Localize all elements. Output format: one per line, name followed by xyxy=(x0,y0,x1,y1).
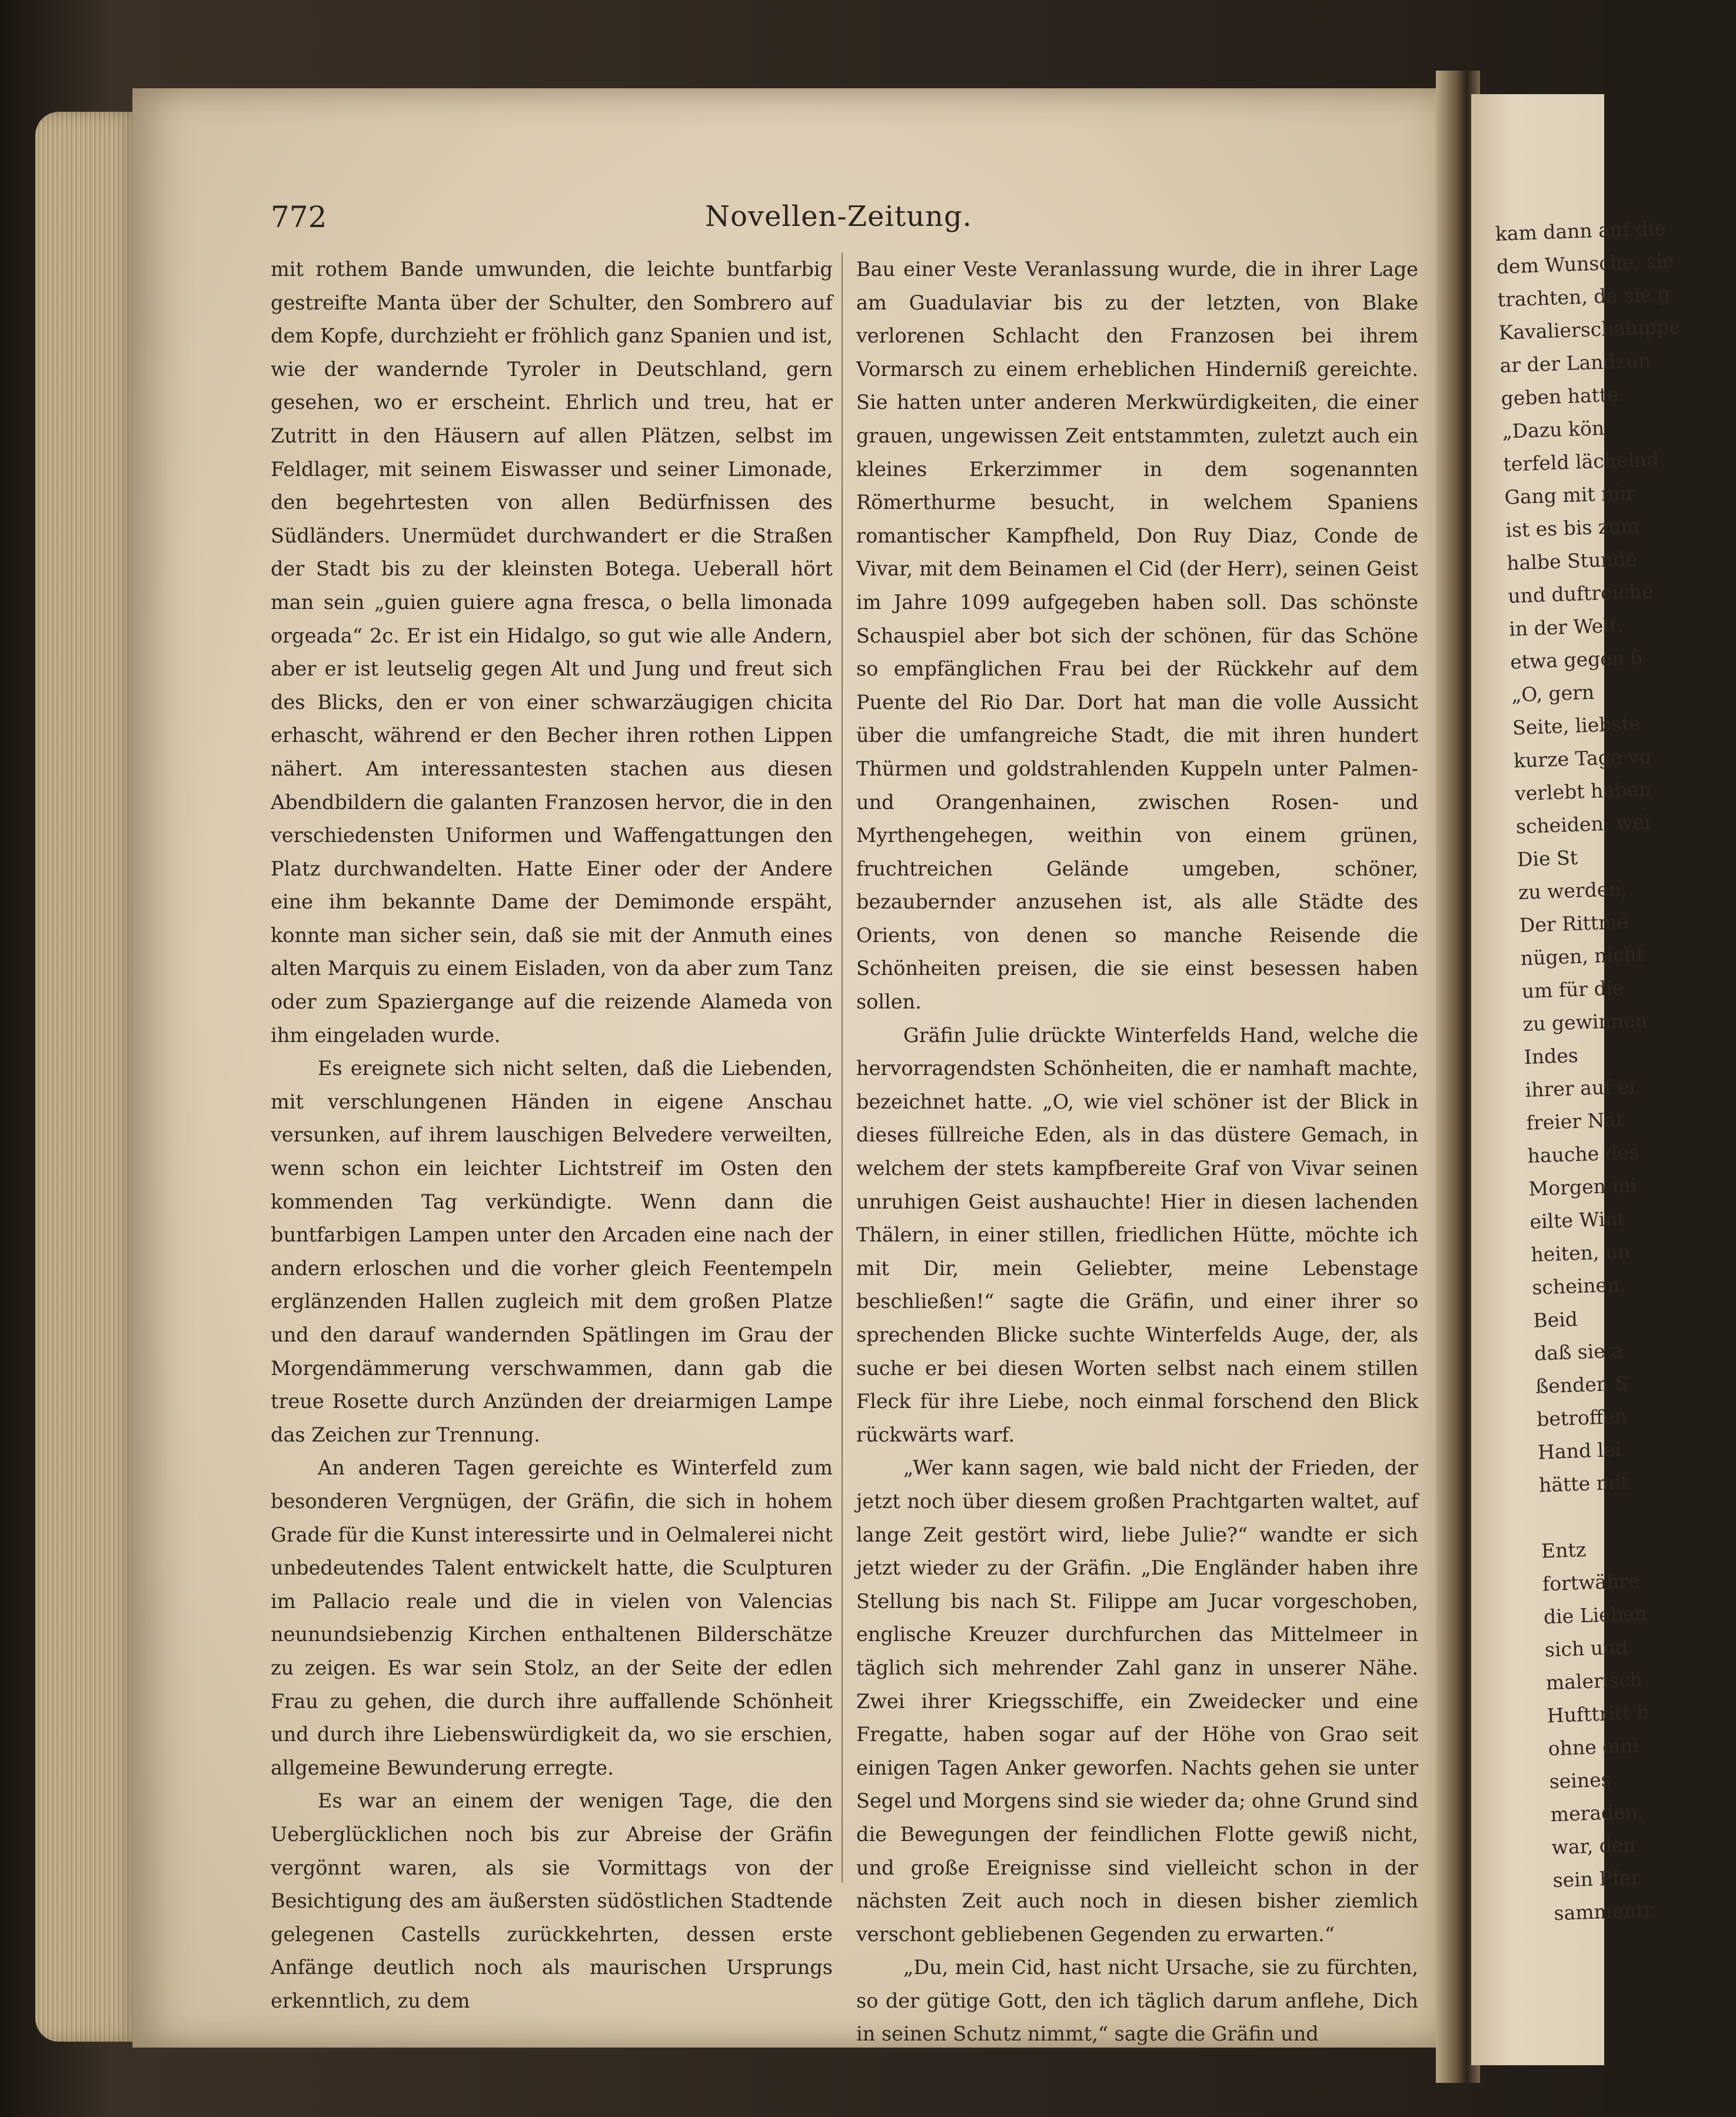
fragment-line: ist es bis zum xyxy=(1505,514,1640,542)
fragment-line: sich und xyxy=(1544,1635,1628,1662)
fragment-line: etwa gegen 6 xyxy=(1509,645,1644,674)
fragment-line: Der Rittme xyxy=(1519,910,1629,937)
page-number: 772 xyxy=(271,200,327,234)
fragment-line: um für die xyxy=(1521,976,1625,1003)
fragment-line: Hufttritt b xyxy=(1547,1700,1649,1727)
fragment-line: Entz xyxy=(1541,1537,1587,1563)
paragraph: Gräfin Julie drückte Winterfelds Hand, welche die hervorragendsten Schönheiten, die er namhaft machte, bezeichnet hatte. „O, wie viel schöner ist der Blick in dieses füllreiche Eden, als in das düstere Gemach, in welchem der stets kampfbereite Graf von Vivar seinen unruhigen Geist aushauchte! Hier in diesen lachenden Thälern, in einer stillen, friedlichen Hütte, möchte ich mit Dir, mein Geliebter, meine Lebenstage beschließen!“ sagte die Gräfin, und einer ihrer so sprechenden Blicke suchte Winterfelds Auge, der, als suche er bei diesen Worten selbst nach einem stillen Fleck für ihre Liebe, noch einmal forschend den Blick rückwärts warf. xyxy=(856,1023,1418,1446)
fragment-line: zu werden, xyxy=(1518,877,1628,904)
fragment-line: daß sie a xyxy=(1534,1339,1624,1365)
fragment-line: zu gewinnen xyxy=(1522,1008,1648,1036)
paragraph: Es war an einem der wenigen Tage, die den Ueberglücklichen noch bis zur Abreise der Gräfin vergönnt waren, als sie Vormittags von der Besichtigung des am äußersten südöstlichen Stadtende gelegenen Castells zurückkehrten, dessen erste Anfänge deutlich noch als maurischen Ursprungs erkenntlich, zu dem xyxy=(271,1789,833,2012)
column-divider xyxy=(842,253,843,1883)
right-text-column xyxy=(856,253,1418,2051)
paragraph: Es ereignete sich nicht selten, daß die Liebenden, mit verschlungenen Händen in eigene Anschau versunken, auf ihrem lauschigen Belvedere verweilten, wenn schon ein leichter Lichtstreif im Osten den kommenden Tag verkündigte. Wenn dann die buntfarbigen Lampen unter den Arcaden eine nach der andern erloschen und die vorher gleich Feentempeln erglänzenden Hallen zugleich mit dem großen Platze und den darauf wandernden Spätlingen im Grau der Morgendämmerung verschwammen, dann gab die treue Rosette durch Anzünden der dreiarmigen Lampe das Zeichen zur Trennung. xyxy=(271,1057,833,1446)
fragment-line: hätte mit xyxy=(1538,1470,1629,1497)
fragment-line: „O, gern xyxy=(1511,680,1595,707)
running-title: Novellen-Zeitung. xyxy=(705,200,972,233)
fragment-line: freier Nat xyxy=(1526,1108,1624,1135)
fragment-line: seines xyxy=(1549,1768,1612,1793)
fragment-line: sammentr xyxy=(1553,1898,1654,1925)
fragment-line: scheiden; wei xyxy=(1515,810,1651,838)
fragment-line: kurze Tage vo xyxy=(1513,744,1651,773)
paragraph: mit rothem Bande umwunden, die leichte buntfarbig gestreifte Manta über der Schulter, den Sombrero auf dem Kopfe, durchzieht er fröhlich ganz Spanien und ist, wie der wandernde Tyroler in Deutschland, gern gesehen, wo er erscheint. Ehrlich und treu, hat er Zutritt in den Häusern auf allen Plätzen, selbst im Feldlager, mit seinem Eiswasser und seiner Limonade, den begehrtesten von allen Bedürfnissen des Südländers. Unermüdet durchwandert er die Straßen der Stadt bis zu der kleinsten Botega. Ueberall hört man sein „guien guiere agna fresca, o bella limonada orgeada“ 2c. Er ist ein Hidalgo, so gut wie alle Andern, aber er ist leutselig gegen Alt und Jung und freut sich des Blicks, den er von einer schwarzäugigen chicita erhascht, während er den Becher ihren rothen Lippen nähert. Am interessantesten stachen aus diesen Abendbildern die galanten Franzosen hervor, die in den verschiedensten Uniformen und Waffengattungen den Platz durchwandelten. Hatte Einer oder der Andere eine ihm bekannte Dame der Demimonde erspäht, konnte man sicher sein, daß sie mit der Anmuth eines alten Marquis zu einem Eisladen, von da aber zum Tanz oder zum Spaziergange auf die reizende Alameda von ihm eingeladen wurde. xyxy=(271,258,833,1047)
fragment-line: ohne eini xyxy=(1548,1734,1639,1760)
paragraph: An anderen Tagen gereichte es Winterfeld zum besonderen Vergnügen, der Gräfin, die sich in hohem Grade für die Kunst interessirte und in Oelmalerei nicht unbedeutendes Talent entwickelt hatte, die Sculpturen im Pallacio reale und die in vielen von Valencias neunundsiebenzig Kirchen enthaltenen Bilderschätze zu zeigen. Es war sein Stolz, an der Seite der edlen Frau zu gehen, die durch ihre auffallende Schönheit und durch ihre Liebenswürdigkeit da, wo sie erschien, allgemeine Bewunderung erregte. xyxy=(271,1456,833,1779)
page-edges xyxy=(35,112,141,2042)
fragment-line: fortwähre xyxy=(1542,1569,1641,1596)
fragment-line: Gang mit mir xyxy=(1504,481,1636,509)
fragment-line: heiten, un xyxy=(1530,1240,1631,1266)
fragment-line: in der Welt. xyxy=(1508,613,1624,641)
fragment-line: geben hatte. xyxy=(1501,382,1625,410)
fragment-line: Beid xyxy=(1532,1307,1578,1332)
paragraph: Bau einer Veste Veranlassung wurde, die in ihrer Lage am Guadulaviar bis zu der letzten, von Blake verlorenen Schlacht den Franzosen bei ihrem Vormarsch zu einem erheblichen Hinderniß gereichte. Sie hatten unter anderen Merkwürdigkeiten, die einer grauen, ungewissen Zeit entstammten, zuletzt auch ein kleines Erkerzimmer in dem sogenannten Römerthurme besucht, in welchem Spaniens romantischer Kampfheld, Don Ruy Diaz, Conde de Vivar, mit dem Beinamen el Cid (der Herr), seinen Geist im Jahre 1099 aufgegeben haben soll. Das schönste Schauspiel aber bot sich der schönen, für das Schöne so empfänglichen Frau bei der Rückkehr auf dem Puente del Rio Dar. Dort hat man die volle Aussicht über die umfangreiche Stadt, die mit ihren hundert Thürmen und goldstrahlenden Kuppeln unter Palmen- und Orangenhainen, zwischen Rosen- und Myrthengehegen, weithin von einem grünen, fruchtreichen Gelände umgeben, schöner, bezaubernder anzusehen ist, als alle Städte des Orients, von denen so manche Reisende die Schönheiten preisen, die sie einst besessen haben sollen. xyxy=(856,258,1418,1014)
fragment-line: ihrer auf ei xyxy=(1525,1074,1636,1102)
fragment-line: trachten, da sie g xyxy=(1497,282,1671,311)
fragment-line: Morgen mi xyxy=(1528,1173,1637,1200)
fragment-line: Die St xyxy=(1516,846,1578,871)
left-text-column xyxy=(271,253,833,2018)
fragment-line: die Lieben xyxy=(1543,1602,1648,1629)
fragment-line: dem Wunsche, sie xyxy=(1496,249,1675,278)
fragment-line: meraden, xyxy=(1550,1799,1645,1826)
page-header xyxy=(271,200,1406,241)
fragment-line: kam dann auf die xyxy=(1495,216,1667,245)
paragraph: „Du, mein Cid, hast nicht Ursache, sie zu fürchten, so der gütige Gott, den ich täglich darum anflehe, Dich in seinen Schutz nimmt,“ sagte die Gräfin und xyxy=(856,1956,1418,2046)
fragment-line: Seite, liebste xyxy=(1512,711,1641,740)
next-page-fragment xyxy=(1471,94,1681,2065)
fragment-line: verlebt haben xyxy=(1514,777,1652,805)
fragment-line: hauche des xyxy=(1527,1140,1639,1168)
fragment-line: war, den xyxy=(1551,1833,1637,1859)
fragment-line: ßenden S xyxy=(1535,1372,1629,1398)
fragment-line: nügen, nicht xyxy=(1520,942,1645,970)
fragment-line: und duftreiche xyxy=(1507,579,1654,608)
fragment-line: Kavalierschaluppe xyxy=(1498,315,1681,344)
fragment-line: Indes xyxy=(1524,1043,1579,1069)
next-page-text xyxy=(1495,212,1707,1930)
fragment-line: ar der Landzun xyxy=(1499,348,1652,377)
fragment-line xyxy=(1539,1497,1694,1535)
fragment-line: malerisch xyxy=(1545,1667,1643,1695)
fragment-line: „Dazu kön xyxy=(1502,416,1605,443)
paragraph: „Wer kann sagen, wie bald nicht der Frieden, der jetzt noch über diesem großen Prachtgarten waltet, auf lange Zeit gestört wird, liebe Julie?“ wandte er sich jetzt wieder zu der Gräfin. „Die Engländer haben ihre Stellung bis nach St. Filippe am Jucar vorgeschoben, englische Kreuzer durchfurchen das Mittelmeer in täglich sich mehrender Zahl ganz in unserer Nähe. Zwei ihrer Kriegsschiffe, ein Zweidecker und eine Fregatte, haben sogar auf der Höhe von Grao seit einigen Tagen Anker geworfen. Nachts gehen sie unter Segel und Morgens sind sie wieder da; ohne Grund sind die Bewegungen der feindlichen Flotte gewiß nicht, und große Ereignisse sind vielleicht schon in der nächsten Zeit auch noch in diesen bisher ziemlich verschont gebliebenen Gegenden zu erwarten.“ xyxy=(856,1456,1419,1946)
fragment-line: Hand lei xyxy=(1537,1437,1622,1464)
fragment-line: betroffen xyxy=(1536,1404,1628,1431)
fragment-line: sein Pfer xyxy=(1552,1866,1641,1892)
fragment-line: halbe Stunde xyxy=(1506,547,1638,575)
fragment-line: scheinen. xyxy=(1531,1273,1627,1299)
fragment-line: terfeld lächelnd xyxy=(1502,447,1660,476)
fragment-line: eilte Wint xyxy=(1529,1207,1626,1233)
